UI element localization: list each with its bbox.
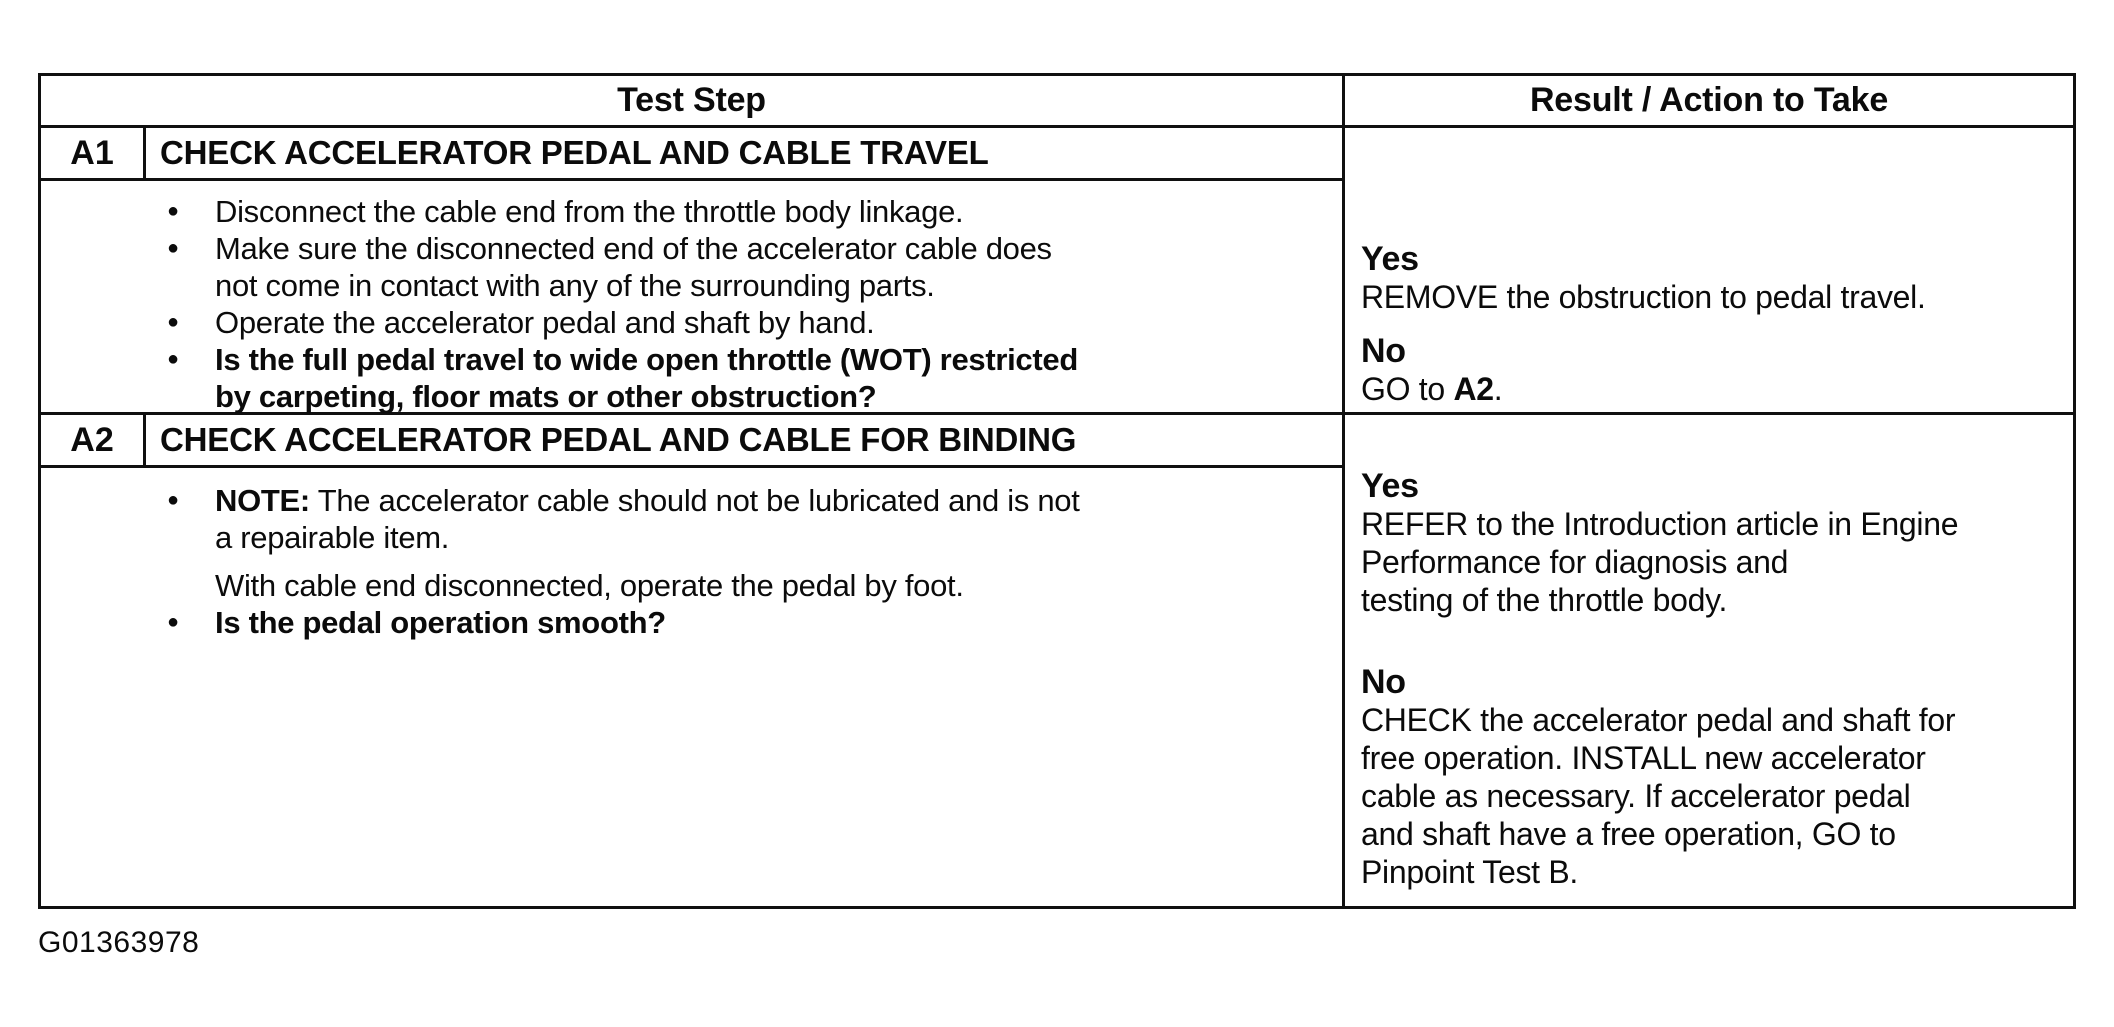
note-text-line2: a repairable item. — [215, 520, 450, 555]
table-header-row — [41, 76, 2073, 128]
pinpoint-test-table — [38, 73, 2076, 909]
test-step-column-header: Test Step — [41, 76, 1345, 125]
step-a1-header-row — [41, 128, 1342, 181]
bullet-icon: ● — [167, 489, 179, 511]
step-a1-id: A1 — [41, 128, 146, 178]
step-a2-header-row — [41, 415, 1342, 468]
bullet-icon: ● — [167, 311, 179, 333]
instruction-item — [167, 304, 1334, 341]
result-a1-cell — [1345, 128, 2073, 415]
yes-label: Yes — [1361, 240, 1419, 278]
note-label: NOTE: — [215, 483, 310, 518]
instruction-continuation — [167, 567, 1334, 604]
no-label: No — [1361, 332, 1406, 370]
step-a1-instructions — [41, 181, 1342, 415]
instruction-question — [167, 341, 1334, 415]
bullet-icon: ● — [167, 611, 179, 633]
yes-action-text: REMOVE the obstruction to pedal travel. — [1361, 279, 1926, 315]
figure-number: G01363978 — [38, 926, 200, 959]
result-column-header: Result / Action to Take — [1529, 81, 1889, 119]
no-label: No — [1361, 663, 1406, 701]
step-a1-title: CHECK ACCELERATOR PEDAL AND CABLE TRAVEL — [160, 134, 989, 171]
instruction-item — [167, 193, 1334, 230]
note-text: The accelerator cable should not be lubricated and is not — [309, 483, 1080, 518]
step-a2-instructions — [41, 468, 1342, 906]
instruction-text: Operate the accelerator pedal and shaft by hand. — [215, 305, 875, 340]
instruction-question — [167, 604, 1334, 641]
no-action-text: GO to A2. — [1361, 371, 1503, 407]
instruction-text: Is the full pedal travel to wide open throttle (WOT) restricted by carpeting, floor mats or other obstruction? — [215, 342, 1078, 414]
step-a2-id: A2 — [41, 415, 146, 465]
bullet-icon: ● — [167, 348, 179, 370]
instruction-note — [167, 482, 1334, 556]
bullet-icon: ● — [167, 237, 179, 259]
result-a2-cell — [1345, 415, 2073, 906]
yes-action-text: REFER to the Introduction article in Engine Performance for diagnosis and testing of the throttle body. — [1361, 506, 1959, 618]
instruction-text: Is the pedal operation smooth? — [215, 605, 666, 640]
go-to-step-ref: A2 — [1453, 371, 1494, 407]
result-column — [1345, 128, 2073, 906]
instruction-text: With cable end disconnected, operate the pedal by foot. — [215, 568, 964, 603]
instruction-text — [215, 482, 1334, 556]
instruction-text: Disconnect the cable end from the throttle body linkage. — [215, 194, 964, 229]
instruction-item — [167, 230, 1334, 304]
instruction-text: Make sure the disconnected end of the accelerator cable does not come in contact with any of the surrounding parts. — [215, 231, 1052, 303]
table-body — [41, 128, 2073, 906]
bullet-icon: ● — [167, 200, 179, 222]
no-action-text: CHECK the accelerator pedal and shaft for free operation. INSTALL new accelerator cable as necessary. If accelerator pedal and shaft have a free operation, GO to Pinpoint Test B. — [1361, 702, 1956, 890]
yes-label: Yes — [1361, 467, 1419, 505]
step-a2-title: CHECK ACCELERATOR PEDAL AND CABLE FOR BINDING — [160, 421, 1077, 458]
test-step-column — [41, 128, 1345, 906]
